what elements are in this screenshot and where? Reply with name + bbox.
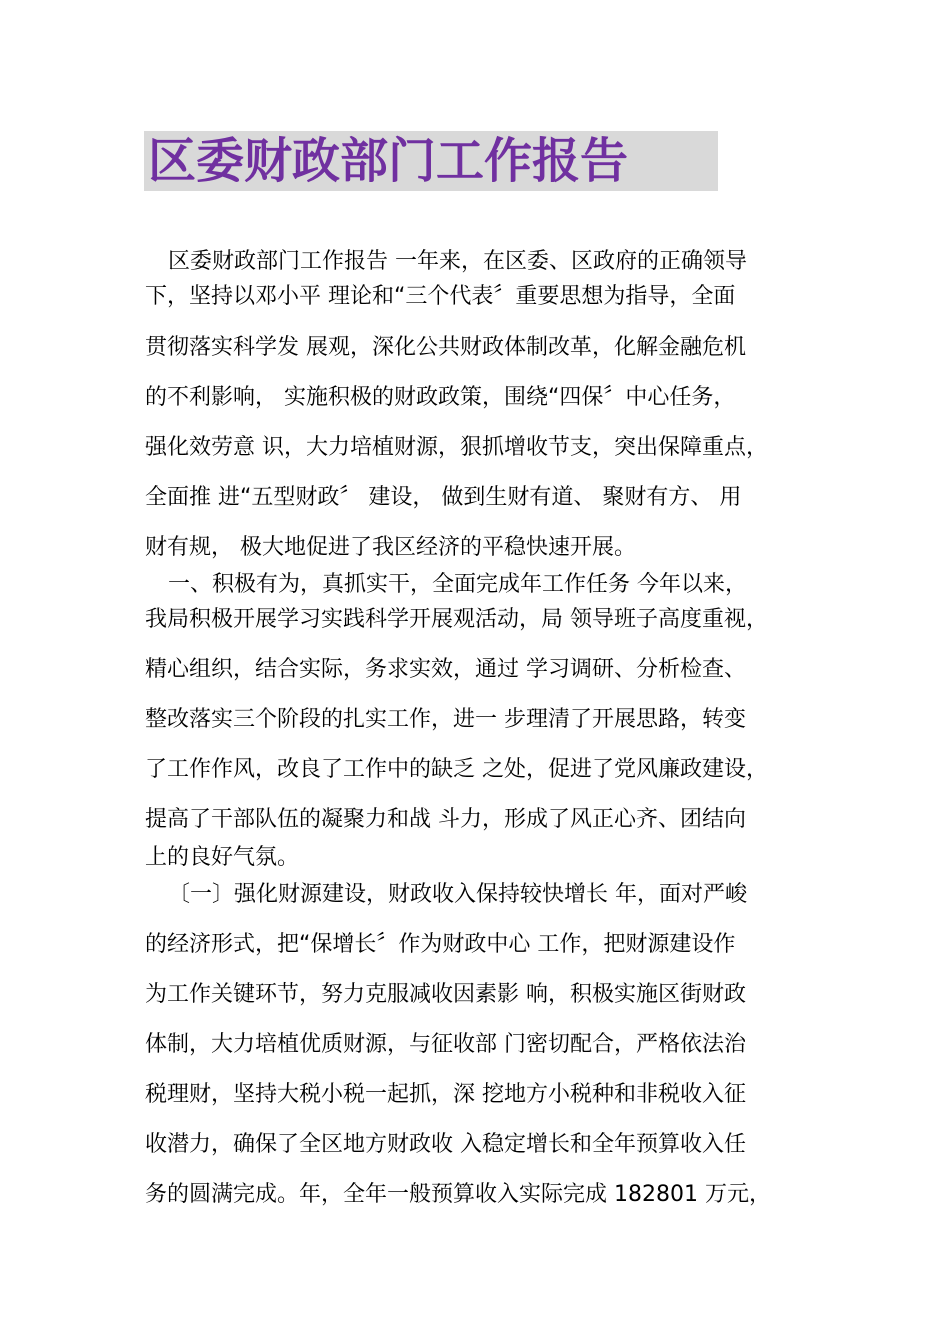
- paragraph-1-line-5: 强化效劳意 识，大力培植财源，狠抓增收节支，突出保障重点，: [145, 435, 768, 460]
- paragraph-2-line-5: 了工作作风，改良了工作中的缺乏 之处，促进了党风廉政建设，: [145, 757, 768, 782]
- title-highlight: [144, 131, 718, 191]
- paragraph-2-line-1: 一、积极有为，真抓实干，全面完成年工作任务 今年以来，: [168, 572, 747, 597]
- paragraph-3-line-4: 体制，大力培植优质财源，与征收部 门密切配合，严格依法治: [145, 1032, 746, 1057]
- paragraph-1-line-4: 的不利影响， 实施积极的财政政策，围绕“四保〞中心任务，: [145, 385, 736, 410]
- paragraph-3-line-3: 为工作关键环节，努力克服减收因素影 响，积极实施区街财政: [145, 982, 746, 1007]
- paragraph-1-line-6: 全面推 进“五型财政〞 建设， 做到生财有道、 聚财有方、 用: [145, 485, 742, 510]
- paragraph-3-line-6: 收潜力，确保了全区地方财政收 入稳定增长和全年预算收入任: [145, 1132, 746, 1157]
- paragraph-3-line-1: 〔一〕强化财源建设，财政收入保持较快增长 年，面对严峻: [168, 882, 747, 907]
- paragraph-2-line-6: 提高了干部队伍的凝聚力和战 斗力，形成了风正心齐、团结向: [145, 807, 746, 832]
- paragraph-2-line-4: 整改落实三个阶段的扎实工作，进一 步理清了开展思路，转变: [145, 707, 746, 732]
- paragraph-1-line-7: 财有规， 极大地促进了我区经济的平稳快速开展。: [145, 535, 636, 560]
- paragraph-3-line-2: 的经济形式，把“保增长〞作为财政中心 工作，把财源建设作: [145, 932, 736, 957]
- paragraph-2-line-3: 精心组织，结合实际，务求实效，通过 学习调研、分析检查、: [145, 657, 746, 682]
- paragraph-3-line-7: 务的圆满完成。年，全年一般预算收入实际完成 182801 万元，: [145, 1182, 771, 1207]
- paragraph-3-line-5: 税理财，坚持大税小税一起抓，深 挖地方小税种和非税收入征: [145, 1082, 746, 1107]
- paragraph-1-line-2: 下，坚持以邓小平 理论和“三个代表〞重要思想为指导，全面: [145, 284, 736, 309]
- paragraph-1-line-1: 区委财政部门工作报告 一年来，在区委、区政府的正确领导: [168, 249, 747, 274]
- paragraph-1-line-3: 贯彻落实科学发 展观，深化公共财政体制改革，化解金融危机: [145, 335, 746, 360]
- paragraph-2-line-2: 我局积极开展学习实践科学开展观活动，局 领导班子高度重视，: [145, 607, 768, 632]
- document-title: 区委财政部门工作报告: [148, 133, 629, 189]
- paragraph-2-line-7: 上的良好气氛。: [145, 845, 300, 870]
